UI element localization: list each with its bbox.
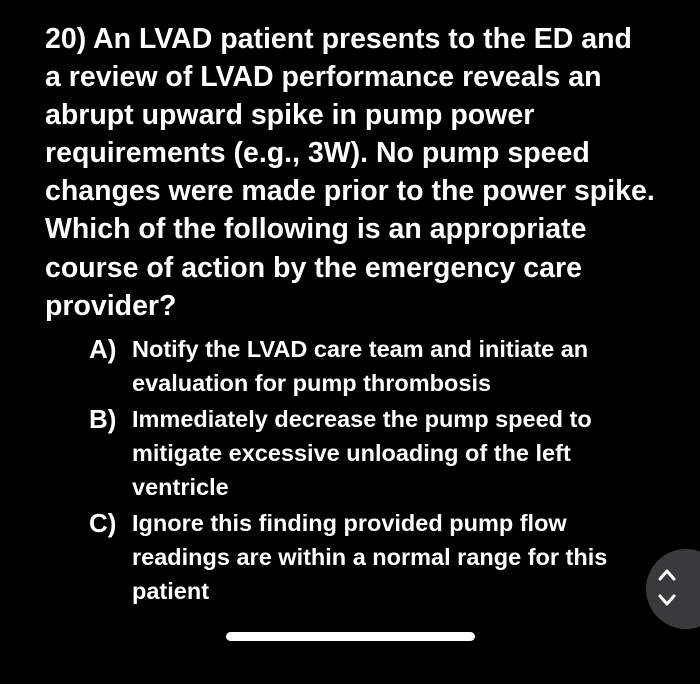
answer-options bbox=[89, 332, 649, 610]
option-text: Notify the LVAD care team and initiate an evaluation for pump thrombosis bbox=[132, 336, 589, 396]
option-letter: B) bbox=[89, 404, 117, 434]
option-text: Ignore this finding provided pump flow readings are within a normal range for this patient bbox=[132, 510, 608, 604]
answer-option-b[interactable] bbox=[89, 402, 649, 504]
answer-option-a[interactable] bbox=[89, 332, 649, 400]
question-text: 20) An LVAD patient presents to the ED and a review of LVAD performance reveals an abrupt upward spike in pump power requirements (e.g., 3W). No pump speed changes were made prior to the power spike. Which of the following is an appropriate course of action by the emergency care provider? bbox=[45, 23, 655, 322]
chevron-up-icon[interactable] bbox=[657, 567, 677, 583]
page-navigator bbox=[646, 549, 700, 629]
option-text: Immediately decrease the pump speed to mitigate excessive unloading of the left ventricle bbox=[132, 406, 592, 500]
option-letter: C) bbox=[89, 508, 117, 538]
option-letter: A) bbox=[89, 334, 117, 364]
answer-option-c[interactable] bbox=[89, 506, 649, 608]
home-indicator[interactable] bbox=[226, 632, 475, 641]
chevron-down-icon[interactable] bbox=[657, 592, 677, 608]
